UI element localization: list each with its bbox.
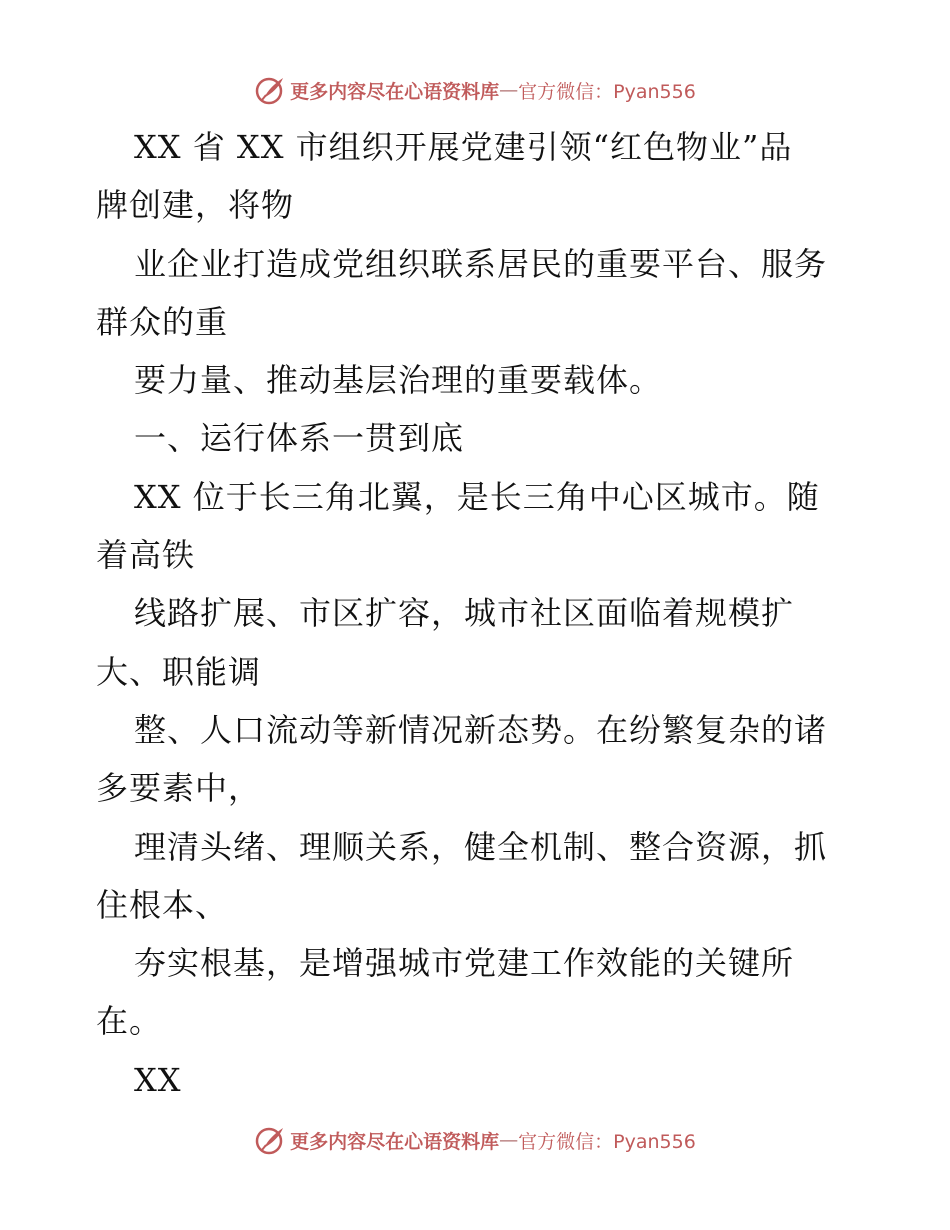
text-line: 在。 [96, 1002, 163, 1041]
text-line: 夯实根基，是增强城市党建工作效能的关键所 [134, 944, 795, 983]
quill-pen-logo-icon [254, 74, 286, 106]
text-line: 着高铁 [96, 536, 196, 575]
footer-banner [0, 1120, 950, 1160]
text-line: 要力量、推动基层治理的重要载体。 [134, 361, 663, 400]
text-line: 理清头绪、理顺关系，健全机制、整合资源，抓 [134, 827, 828, 866]
text-line: 整、人口流动等新情况新态势。在纷繁复杂的诸 [134, 710, 828, 749]
banner-wechat-text: 官方微信：Pyan556 [518, 1130, 696, 1153]
banner-separator: — [499, 79, 519, 101]
text-line: XX 位于长三角北翼，是长三角中心区城市。随 [134, 477, 820, 516]
banner-separator: — [499, 1129, 519, 1151]
text-line: XX [134, 1060, 182, 1099]
text-line: 线路扩展、市区扩容，城市社区面临着规模扩 [134, 594, 795, 633]
text-line: XX 省 XX 市组织开展党建引领“红色物业”品 [134, 128, 793, 166]
banner-site-text: 更多内容尽在心语资料库 [290, 1130, 500, 1153]
text-line: 多要素中， [96, 769, 262, 808]
document-body [96, 118, 886, 1109]
quill-pen-logo-icon [254, 1124, 286, 1156]
text-line: 业企业打造成党组织联系居民的重要平台、服务 [134, 244, 828, 283]
text-line: 牌创建，将物 [96, 186, 295, 225]
section-heading: 一、运行体系一贯到底 [134, 419, 465, 458]
banner-wechat-text: 官方微信：Pyan556 [518, 80, 696, 103]
banner-site-text: 更多内容尽在心语资料库 [290, 80, 500, 103]
text-line: 群众的重 [96, 302, 229, 341]
text-line: 住根本、 [96, 885, 229, 924]
header-banner [0, 70, 950, 110]
text-line: 大、职能调 [96, 652, 262, 691]
